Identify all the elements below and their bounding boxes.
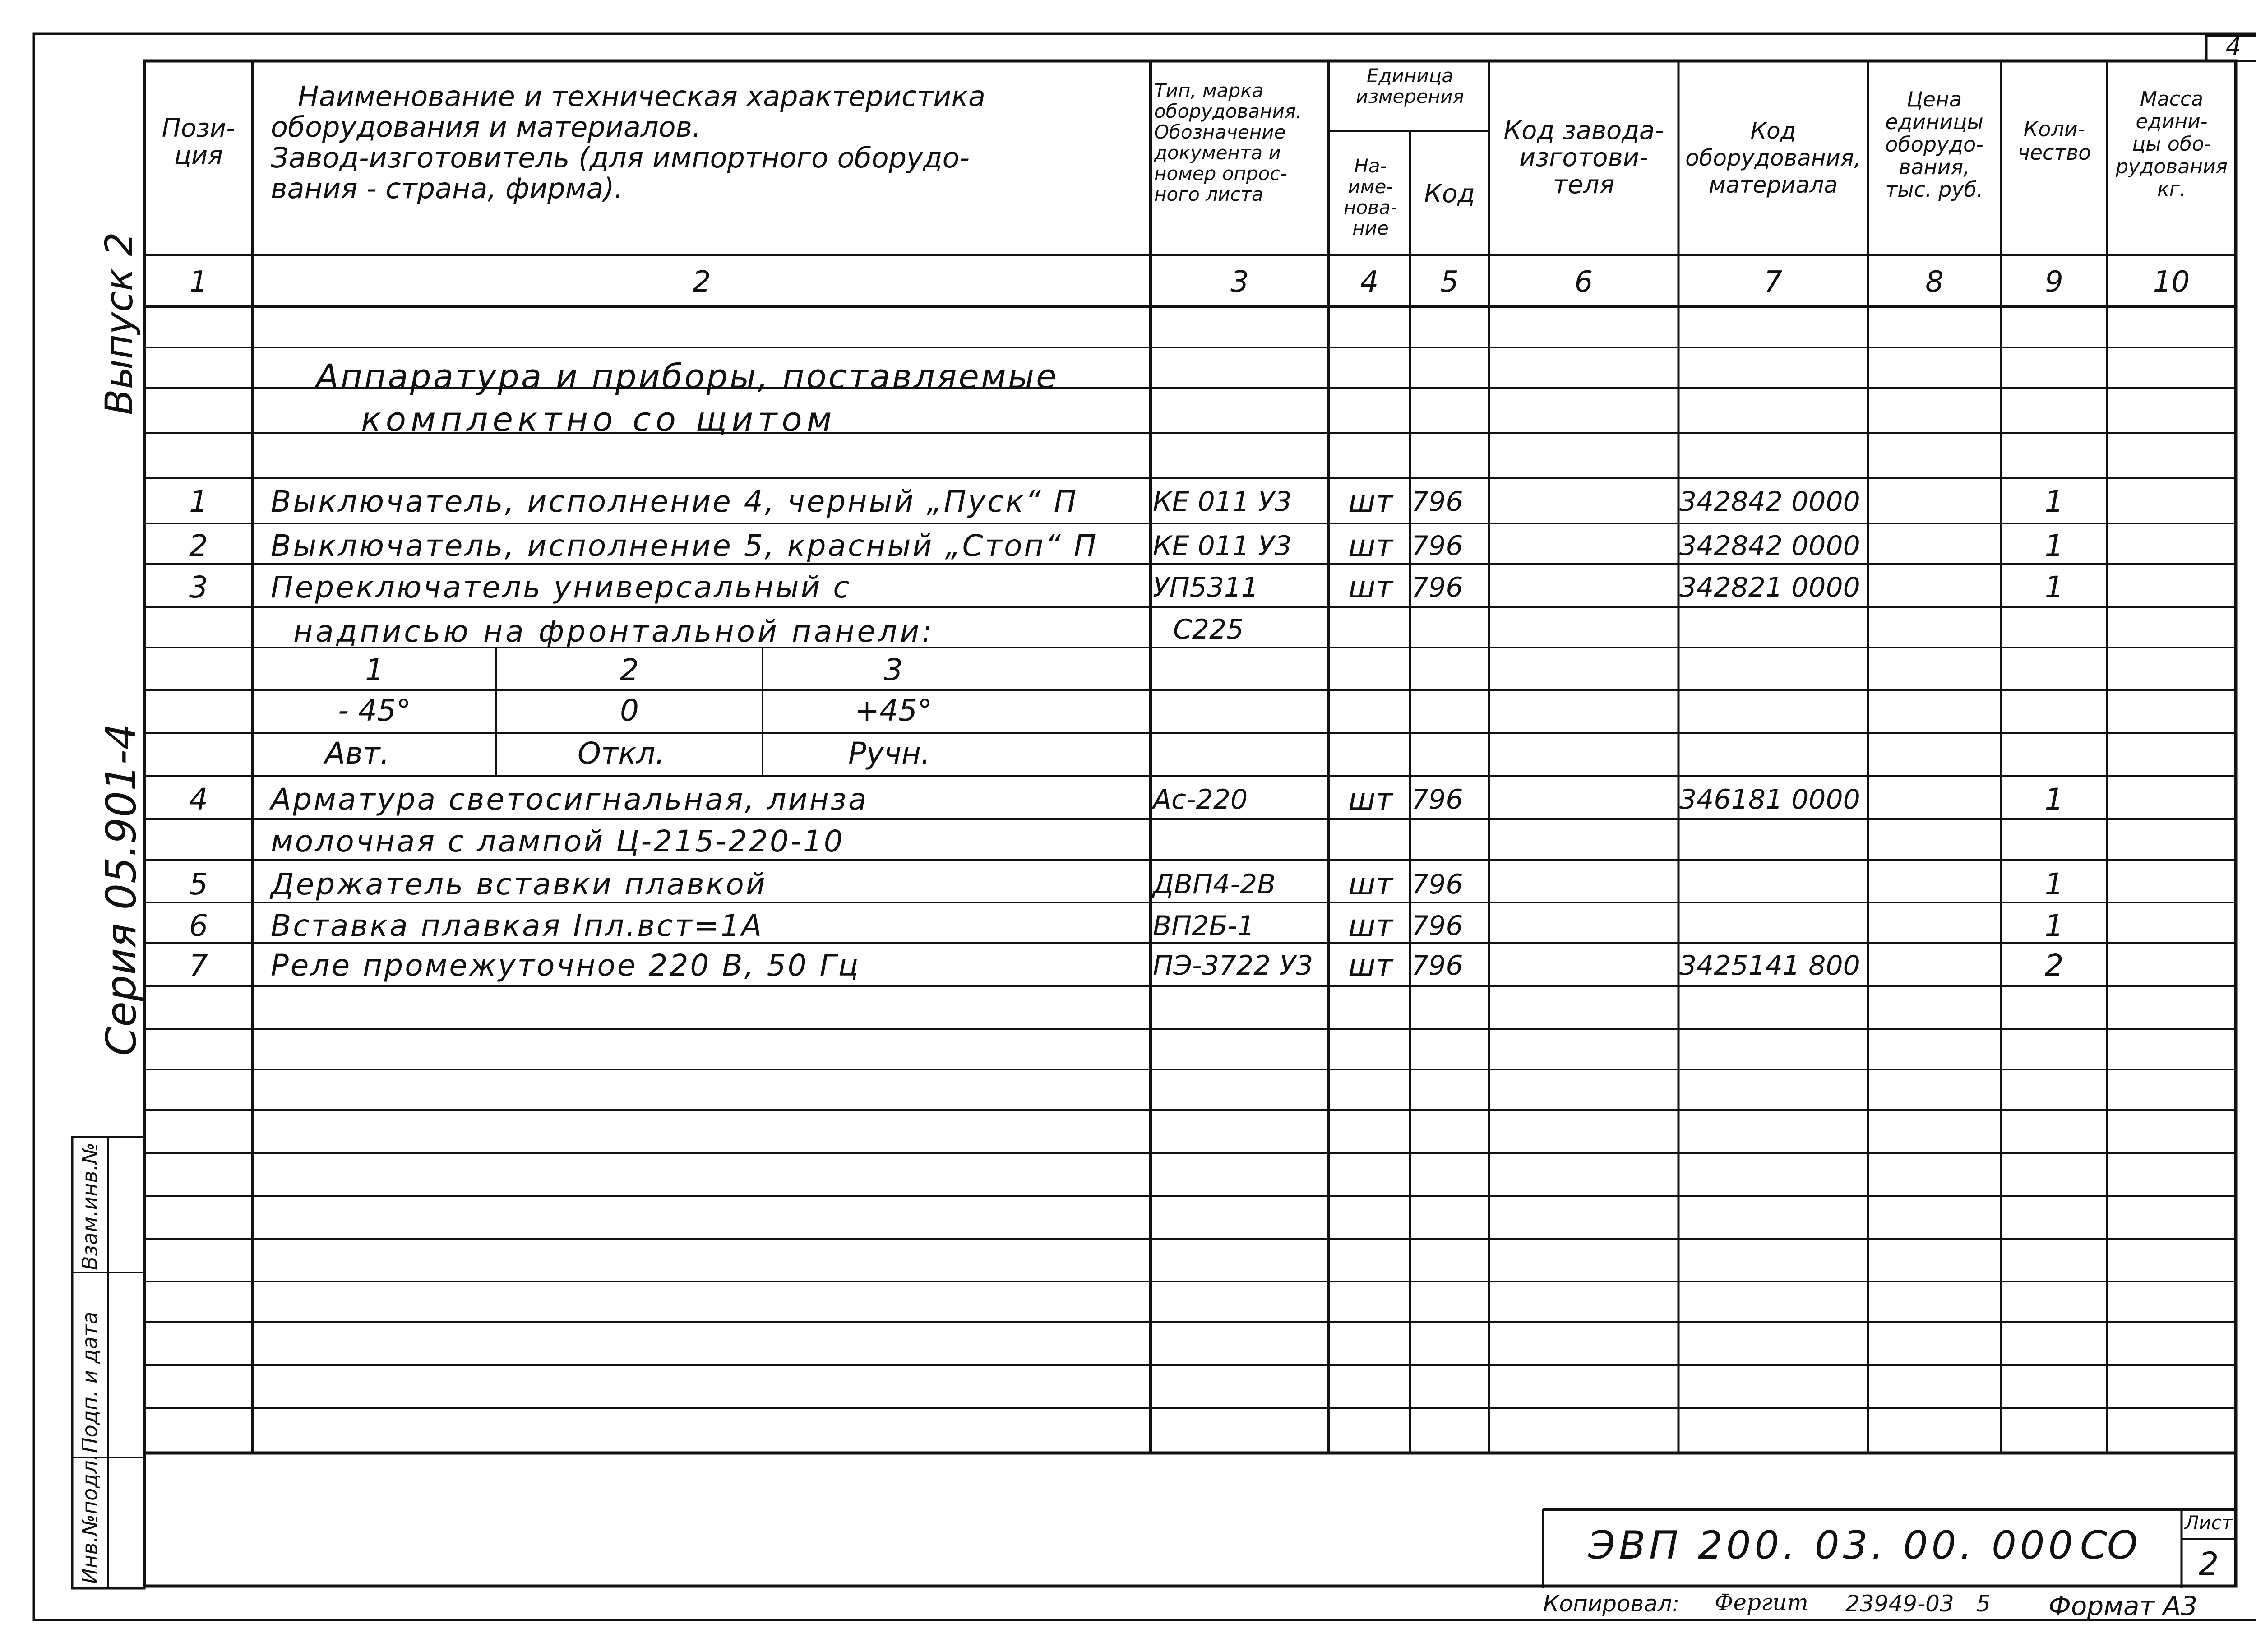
colnum-10: 10 [2153, 265, 2190, 299]
issue-label: Выпуск 2 [97, 232, 141, 415]
header-col3-line: оборудования. [1154, 100, 1302, 122]
row-type: КЕ 011 У3 [1153, 486, 1292, 518]
footer-format: Формат А3 [2048, 1591, 2198, 1621]
footer-signature: Фергит [1715, 1589, 1808, 1615]
switch-pos-angle: 0 [620, 693, 639, 728]
row-quantity: 1 [2044, 570, 2064, 605]
header-col2 [271, 81, 1146, 204]
row-unit-code: 796 [1411, 910, 1463, 942]
row-unit-code: 796 [1411, 869, 1463, 900]
header-col3 [1154, 80, 1328, 205]
header-col8 [1869, 88, 2000, 201]
header-col9-line: чество [2017, 140, 2091, 165]
colnum-8: 8 [1925, 265, 1944, 299]
header-col2-line: Наименование и техническая характеристика [298, 80, 985, 113]
colnum-5: 5 [1440, 265, 1459, 299]
row-equip-code: 346181 0000 [1679, 784, 1860, 815]
row-name: Выключатель, исполнение 4, черный „Пуск“ П [271, 484, 1078, 519]
switch-pos-number: 1 [365, 652, 384, 687]
header-col7 [1681, 117, 1866, 199]
row-name: молочная с лампой Ц-215-220-10 [271, 824, 845, 859]
colnum-4: 4 [1360, 265, 1379, 299]
row-unit: шт [1348, 948, 1393, 983]
section-title-line1: Аппаратура и приборы, поставляемые [316, 357, 1059, 396]
header-col2-line: вания - страна, фирма). [271, 172, 624, 205]
row-equip-code: 342842 0000 [1679, 486, 1860, 518]
switch-pos-label: Откл. [578, 736, 665, 771]
stamp-replace-inv: Взам.инв.№ [78, 1142, 102, 1270]
row-unit: шт [1348, 908, 1393, 943]
row-unit-code: 796 [1411, 530, 1463, 562]
row-unit: шт [1348, 782, 1393, 817]
colnum-3: 3 [1230, 265, 1249, 299]
header-col10-line: Масса [2140, 88, 2204, 111]
row-quantity: 1 [2044, 782, 2064, 817]
sheet-corner-number: 4 [2225, 32, 2242, 61]
row-name: Реле промежуточное 220 В, 50 Гц [271, 948, 860, 983]
header-col9 [2002, 117, 2107, 164]
header-col7-line: Код [1750, 118, 1796, 144]
colnum-1: 1 [189, 265, 208, 299]
section-title-line2: комплектно со щитом [361, 400, 837, 439]
header-col6-line: теля [1553, 170, 1615, 199]
row-type: Ас-220 [1153, 784, 1248, 815]
row-quantity: 2 [2044, 948, 2064, 983]
row-unit: шт [1348, 570, 1393, 605]
header-col4-line: ние [1352, 217, 1389, 239]
row-unit: шт [1348, 484, 1393, 519]
row-type: УП5311 [1153, 572, 1259, 603]
row-quantity: 1 [2044, 867, 2064, 902]
header-col2-line: Завод-изготовитель (для импортного оборудо- [271, 141, 970, 174]
header-col3-line: ного листа [1154, 183, 1263, 205]
switch-pos-number: 2 [620, 652, 639, 687]
colnum-6: 6 [1574, 265, 1593, 299]
row-position: 6 [189, 908, 208, 943]
row-quantity: 1 [2044, 484, 2064, 519]
header-col7-line: оборудования, [1685, 145, 1861, 171]
header-col1-line: ция [174, 141, 223, 170]
row-quantity: 1 [2044, 908, 2064, 943]
doc-type: СО [2080, 1523, 2138, 1568]
header-col5: Код [1424, 179, 1475, 208]
stamp-signature-date: Подп. и дата [78, 1311, 102, 1453]
switch-pos-number: 3 [884, 652, 903, 687]
switch-pos-label: Ручн. [848, 736, 930, 771]
header-unit-line: Единица [1367, 65, 1453, 87]
switch-pos-angle: +45° [854, 693, 933, 728]
header-col6 [1491, 117, 1676, 199]
row-equip-code: 342821 0000 [1679, 572, 1860, 603]
row-type: КЕ 011 У3 [1153, 530, 1292, 562]
colnum-2: 2 [692, 265, 711, 299]
row-equip-code: 3425141 800 [1679, 950, 1860, 981]
header-col8-line: Цена [1906, 87, 1962, 111]
row-unit-code: 796 [1411, 572, 1463, 603]
header-col2-line: оборудования и материалов. [271, 111, 701, 143]
header-col3-line: документа и [1154, 142, 1281, 164]
header-col8-line: вания, [1899, 155, 1970, 179]
row-type: ДВП4-2В [1153, 869, 1276, 900]
switch-note: надписью на фронтальной панели: [293, 614, 935, 649]
row-type: ВП2Б-1 [1153, 910, 1255, 942]
colnum-9: 9 [2045, 265, 2063, 299]
header-col8-line: тыс. руб. [1885, 177, 1983, 202]
row-unit-code: 796 [1411, 950, 1463, 981]
header-unit-line: измерения [1356, 85, 1464, 107]
footer-order: 23949-03 [1845, 1591, 1954, 1617]
row-position: 7 [189, 948, 208, 983]
row-unit: шт [1348, 528, 1393, 563]
header-unit-group [1331, 65, 1489, 107]
row-name: Арматура светосигнальная, линза [271, 782, 869, 817]
stamp-inv-number: Инв.№подл. [78, 1453, 102, 1584]
sheet-label: Лист [2184, 1512, 2233, 1534]
header-col4 [1331, 156, 1410, 239]
doc-code: ЭВП 200. 03. 00. 000 [1588, 1523, 2077, 1568]
row-position: 1 [189, 484, 208, 519]
header-col10-line: кг. [2157, 178, 2186, 201]
row-unit-code: 796 [1411, 486, 1463, 518]
footer-copied: Копировал: [1543, 1591, 1680, 1617]
row-name: Выключатель, исполнение 5, красный „Стоп“ П [271, 528, 1098, 563]
header-col9-line: Коли- [2023, 117, 2085, 141]
row-equip-code: 342842 0000 [1679, 530, 1860, 562]
header-col3-line: Тип, марка [1154, 79, 1264, 102]
header-col4-line: име- [1348, 176, 1393, 198]
header-col1 [149, 115, 248, 169]
row-name: Переключатель универсальный с [271, 570, 851, 605]
row-quantity: 1 [2044, 528, 2064, 563]
header-col10-line: цы обо- [2132, 133, 2211, 156]
header-col4-line: нова- [1344, 196, 1397, 218]
header-col10 [2108, 88, 2235, 201]
row-position: 3 [189, 570, 208, 605]
switch-pos-label: Авт. [325, 736, 390, 771]
footer-count: 5 [1976, 1591, 1991, 1617]
switch-type-extra: С225 [1173, 614, 1244, 645]
header-col8-line: оборудо- [1885, 132, 1983, 157]
series-label: Серия 05.901-4 [97, 723, 145, 1056]
sheet-number: 2 [2198, 1546, 2219, 1583]
colnum-7: 7 [1764, 265, 1783, 299]
row-position: 5 [189, 867, 208, 902]
header-col10-line: едини- [2136, 110, 2208, 133]
header-col6-line: изготови- [1519, 143, 1649, 172]
row-name: Держатель вставки плавкой [271, 867, 767, 902]
header-col1-line: Пози- [162, 114, 236, 143]
header-col3-line: Обозначение [1154, 121, 1286, 143]
row-position: 2 [189, 528, 208, 563]
header-col6-line: Код завода- [1503, 116, 1664, 145]
header-col10-line: рудования [2115, 155, 2228, 178]
header-col7-line: материала [1709, 172, 1838, 198]
header-col8-line: единицы [1885, 110, 1983, 134]
header-col4-line: На- [1354, 155, 1387, 177]
header-col3-line: номер опрос- [1154, 162, 1287, 185]
row-name: Вставка плавкая Iпл.вст=1А [271, 908, 764, 943]
switch-pos-angle: - 45° [338, 693, 411, 728]
row-type: ПЭ-3722 У3 [1153, 950, 1313, 981]
row-unit-code: 796 [1411, 784, 1463, 815]
row-unit: шт [1348, 867, 1393, 902]
row-position: 4 [189, 782, 208, 817]
